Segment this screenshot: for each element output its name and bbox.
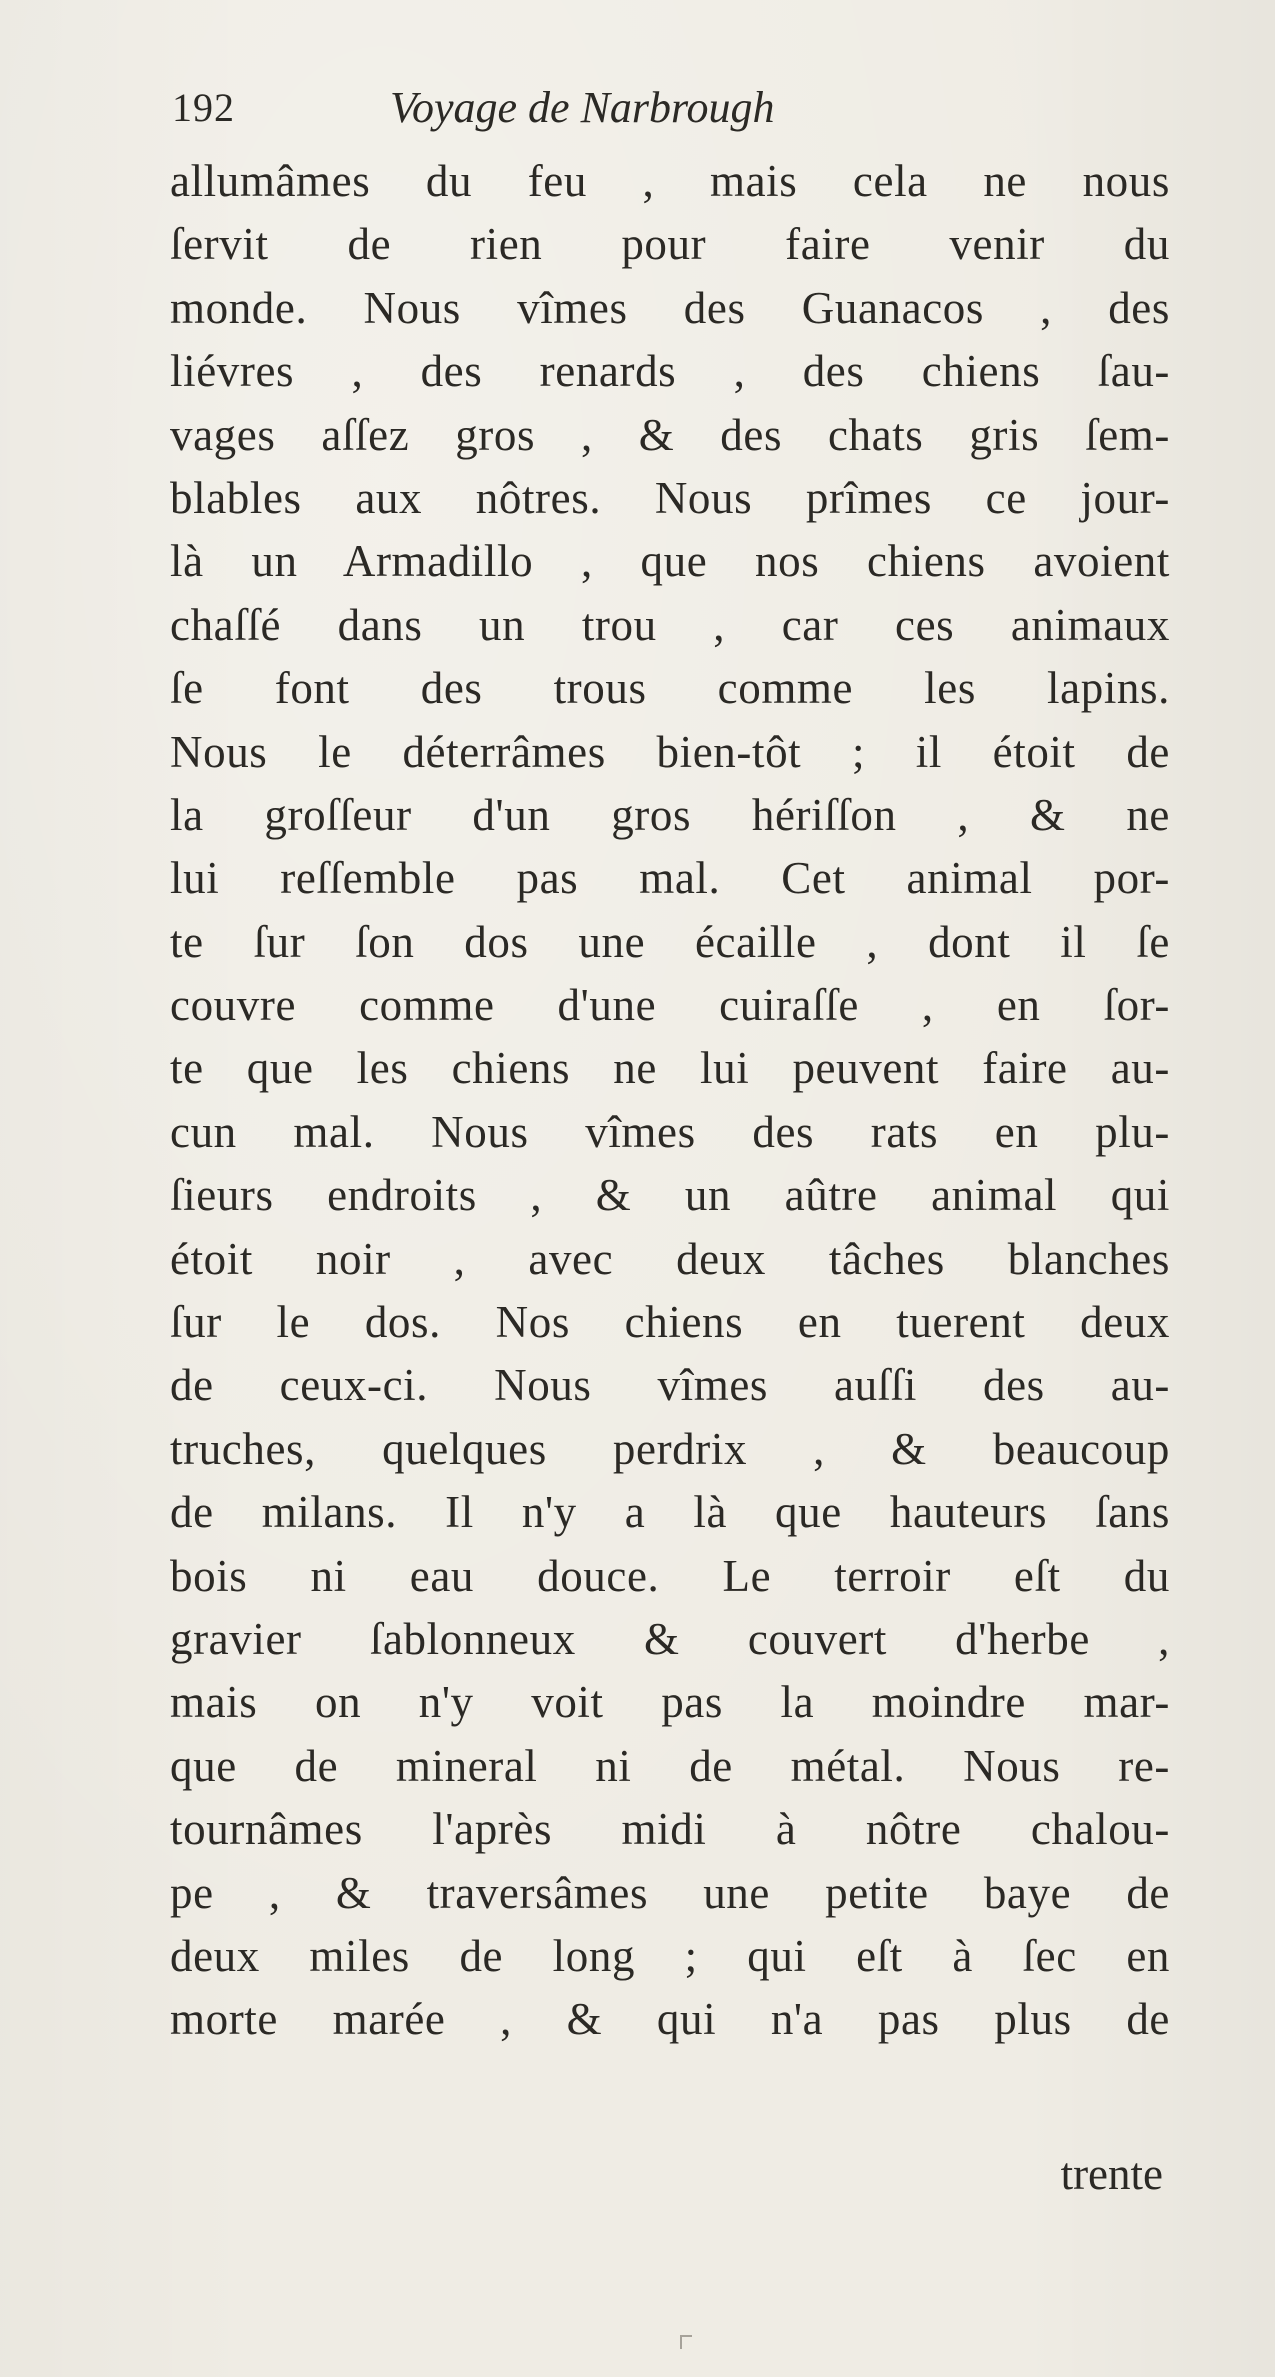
text-line: lui reſſemble pas mal. Cet animal por- — [170, 853, 1170, 904]
page-number: 192 — [172, 85, 235, 130]
text-line: te ſur ſon dos une écaille , dont il ſe — [170, 916, 1170, 967]
text-line: vages aſſez gros , & des chats gris ſem- — [170, 409, 1170, 460]
text-line: de ceux-ci. Nous vîmes auſſi des au- — [170, 1360, 1170, 1411]
text-line: étoit noir , avec deux tâches blanches — [170, 1233, 1170, 1284]
text-line: ſervit de rien pour faire venir du — [170, 219, 1170, 270]
text-line: couvre comme d'une cuiraſſe , en ſor- — [170, 980, 1170, 1031]
text-line: tournâmes l'après midi à nôtre chalou- — [170, 1804, 1170, 1855]
page-header — [172, 78, 1132, 138]
text-line: Nous le déterrâmes bien-tôt ; il étoit de — [170, 726, 1170, 777]
text-line: deux miles de long ; qui eſt à ſec en — [170, 1930, 1170, 1981]
text-line: ſieurs endroits , & un aûtre animal qui — [170, 1170, 1170, 1221]
text-line: mais on n'y voit pas la moindre mar- — [170, 1677, 1170, 1728]
printer-mark — [680, 2335, 692, 2349]
text-line: te que les chiens ne lui peuvent faire au- — [170, 1043, 1170, 1094]
text-line: pe , & traversâmes une petite baye de — [170, 1867, 1170, 1918]
catchword: trente — [1060, 2149, 1163, 2199]
text-line: bois ni eau douce. Le terroir eſt du — [170, 1550, 1170, 1601]
text-line: de milans. Il n'y a là que hauteurs ſans — [170, 1487, 1170, 1538]
text-line: chaſſé dans un trou , car ces animaux — [170, 599, 1170, 650]
text-line: que de mineral ni de métal. Nous re- — [170, 1740, 1170, 1791]
text-line: là un Armadillo , que nos chiens avoient — [170, 536, 1170, 587]
text-line: ſur le dos. Nos chiens en tuerent deux — [170, 1297, 1170, 1348]
body-text — [170, 150, 1170, 2052]
text-line: ſe font des trous comme les lapins. — [170, 663, 1170, 714]
text-line: cun mal. Nous vîmes des rats en plu- — [170, 1106, 1170, 1157]
text-line: liévres , des renards , des chiens ſau- — [170, 346, 1170, 397]
running-title: Voyage de Narbrough — [390, 83, 775, 132]
text-line: gravier ſablonneux & couvert d'herbe , — [170, 1613, 1170, 1664]
text-line: morte marée , & qui n'a pas plus de — [170, 1994, 1170, 2045]
text-line: allumâmes du feu , mais cela ne nous — [170, 156, 1170, 206]
text-line: truches, quelques perdrix , & beaucoup — [170, 1423, 1170, 1474]
text-line: monde. Nous vîmes des Guanacos , des — [170, 282, 1170, 333]
text-line: blables aux nôtres. Nous prîmes ce jour- — [170, 472, 1170, 523]
text-line: la groſſeur d'un gros hériſſon , & ne — [170, 789, 1170, 840]
